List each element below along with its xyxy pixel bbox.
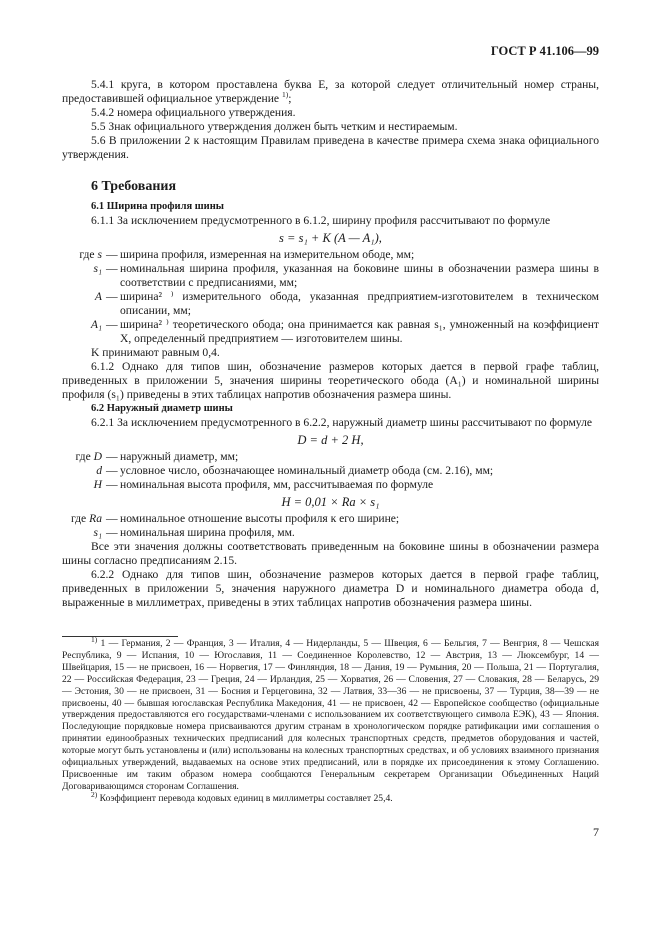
paragraph-5-6: 5.6 В приложении 2 к настоящим Правилам приведена в качестве примера схема знака официального утверждения. xyxy=(62,134,599,161)
paragraph-6-1-1: 6.1.1 За исключением предусмотренного в 6.1.2, ширину профиля рассчитывают по формуле xyxy=(91,214,551,227)
definition-text: номинальная ширина профиля, указанная на боковине шины в обозначении размера шины в соответствии с предписаниями, мм; xyxy=(120,262,599,289)
definition-6-1-row: s₁ — номинальная ширина профиля, указанная на боковине шины в обозначении размера шины в соответствии с предписаниями, мм; xyxy=(62,262,599,290)
document-id-header: ГОСТ Р 41.106—99 xyxy=(490,44,599,58)
definition-symbol: где Ra xyxy=(70,512,102,525)
definition-symbol: s₁ xyxy=(93,262,102,275)
definition-6-1-row: A₁ — ширина² ⁾ теоретического обода; она принимается как равная s₁, умноженный на коэффициент X, определенный предприятием — изготовителем шины. xyxy=(62,318,599,346)
definition-6-1-row: A — ширина² ⁾ измерительного обода, указанная предприятием-изготовителем в техническом описании, мм; xyxy=(62,290,599,318)
footnote-1: $^{1)}$ 1 — Германия, 2 — Франция, 3 — Италия, 4 — Нидерланды, 5 — Швеция, 6 — Бельгия, 7 — Венгрия, 8 — Чешская Республика, 9 — Испания, 10 — Югославия, 11 — Соединенное Королевство, 12 — Австрия, 13 — Люксембург, 14 — Швейцария, 15 — не присвоен, 16 — Норвегия, 17 — Финляндия, 18 — Дания, 19 — Румыния, 20 — Польша, 21 — Португалия, 22 — Российская Федерация, 23 — Греция, 24 — Ирландия, 25 — Хорватия, 26 — Словения, 27 — Словакия, 28 — Беларусь, 29 — Эстония, 30 — не присвоен, 31 — Босния и Герцеговина, 32 — Латвия, 33—36 — не присвоены, 37 — Турция, 38—39 — не присвоены, 40 — бывшая югославская Республика Македония, 41 — не присвоен, 42 — Европейское сообщество (официальные утверждения предоставляются его государствами-членами с использованием их соответствующего символа ЕЭК), 43 — Япония. Последующие порядковые номера присваиваются другим странам в хронологическом порядке ратификации ими соглашения о принятии единообразных технических предписаний для колесных транспортных средств, предметов оборудования и частей, которые могут быть установлены и (или) использованы на колесных транспортных средствах, и об условиях взаимного признания официальных утверждений, выдаваемых на основе этих предписаний, или в порядке их присоединения к этому Соглашению. Присвоенные им таким образом номера сообщаются Генеральным секретарем Организации Объединенных Наций Договаривающимся сторонам Соглашения. xyxy=(62,634,600,792)
paragraph-5-5: 5.5 Знак официального утверждения должен быть четким и нестираемым. xyxy=(91,120,458,133)
footnotes xyxy=(62,634,600,805)
definition-text: ширина профиля, измеренная на измерительном ободе, мм; xyxy=(120,248,415,261)
definition-symbol: где D xyxy=(75,450,102,463)
definition-text: ширина² ⁾ теоретического обода; она принимается как равная s₁, умноженный на коэффициент X, определенный предприятием — изготовителем шины. xyxy=(120,318,599,345)
paragraph-5-4-2: 5.4.2 номера официального утверждения. xyxy=(91,106,296,119)
definition-6-2-row: где D — наружный диаметр, мм; xyxy=(62,450,599,464)
definition-6-2-row: H — номинальная высота профиля, мм, рассчитываемая по формуле xyxy=(62,478,599,492)
subsection-heading-6-1: 6.1 Ширина профиля шины xyxy=(91,201,224,212)
paragraph-6-1-2: 6.1.2 Однако для типов шин, обозначение размеров которых дается в первой графе таблиц, приведенных в приложении 5, значения ширины теоретического обода (A₁) и номинальной ширины профиля (s₁) приведены в этих таблицах напротив обозначения размера шины. xyxy=(62,360,599,401)
paragraph-values-note: Все эти значения должны соответствовать приведенным на боковине шины в обозначении размера шины согласно предписаниям 2.15. xyxy=(62,540,599,567)
definition-text: номинальное отношение высоты профиля к его ширине; xyxy=(120,512,400,525)
definition-6-2-row: d — условное число, обозначающее номинальный диаметр обода (см. 2.16), мм; xyxy=(62,464,599,478)
formula-profile-height: H = 0,01 × Ra × s₁ xyxy=(281,495,380,509)
footnote-ref-1[interactable]: 1) xyxy=(281,90,289,100)
formula-profile-width: s = s₁ + K (A — A₁), xyxy=(279,231,382,245)
formula-outer-diameter: D = d + 2 H, xyxy=(297,433,364,447)
definitions-6-2 xyxy=(62,450,599,492)
paragraph-6-2-1: 6.2.1 За исключением предусмотренного в 6.2.2, наружный диаметр шины рассчитывают по формуле xyxy=(91,416,593,429)
paragraph-6-2-2: 6.2.2 Однако для типов шин, обозначение размеров которых дается в первой графе таблиц, приведенных в приложении 5, значения наружного диаметра D и номинального диаметра обода d, выраженные в миллиметрах, приведены в этих таблицах напротив обозначения размера шины. xyxy=(62,568,599,609)
definition-symbol: A₁ xyxy=(90,318,102,331)
footnote-1-mark: 1) xyxy=(91,634,98,644)
definition-text: наружный диаметр, мм; xyxy=(120,450,239,463)
definition-symbol: s₁ xyxy=(93,526,102,539)
section-heading-6: 6 Требования xyxy=(91,179,177,194)
definition-symbol: где s xyxy=(79,248,102,261)
definition-6-2-height-row: где Ra — номинальное отношение высоты профиля к его ширине; xyxy=(62,512,599,526)
footnote-2-mark: 2) xyxy=(91,789,98,799)
definition-symbol: A xyxy=(94,290,102,303)
definition-symbol: d xyxy=(96,464,102,477)
definition-symbol: H xyxy=(93,478,102,491)
subsection-heading-6-2: 6.2 Наружный диаметр шины xyxy=(91,403,233,414)
definition-text: ширина² ⁾ измерительного обода, указанная предприятием-изготовителем в техническом описании, мм; xyxy=(120,290,599,317)
footnote-2: $^{2)}$ Коэффициент перевода кодовых единиц в миллиметры составляет 25,4. xyxy=(91,789,393,804)
definition-text: условное число, обозначающее номинальный диаметр обода (см. 2.16), мм; xyxy=(120,464,494,477)
definitions-6-2-height xyxy=(62,512,599,540)
paragraph-5-4-1: 5.4.1 круга, в котором проставлена буква Е, за которой следует отличительный номер страны, предоставившей официальное утверждение $^{1)}$; xyxy=(62,78,599,105)
k-coefficient-text: K принимают равным 0,4. xyxy=(91,346,220,359)
page-number: 7 xyxy=(593,825,599,839)
definition-text: номинальная высота профиля, мм, рассчитываемая по формуле xyxy=(120,478,434,491)
definition-text: номинальная ширина профиля, мм. xyxy=(120,526,295,539)
definition-6-1-row: где s — ширина профиля, измеренная на измерительном ободе, мм; xyxy=(62,248,599,262)
main-content xyxy=(62,78,599,610)
definitions-6-1 xyxy=(62,248,599,346)
definition-6-2-height-row: s₁ — номинальная ширина профиля, мм. xyxy=(62,526,599,540)
footnote-separator xyxy=(62,636,178,637)
